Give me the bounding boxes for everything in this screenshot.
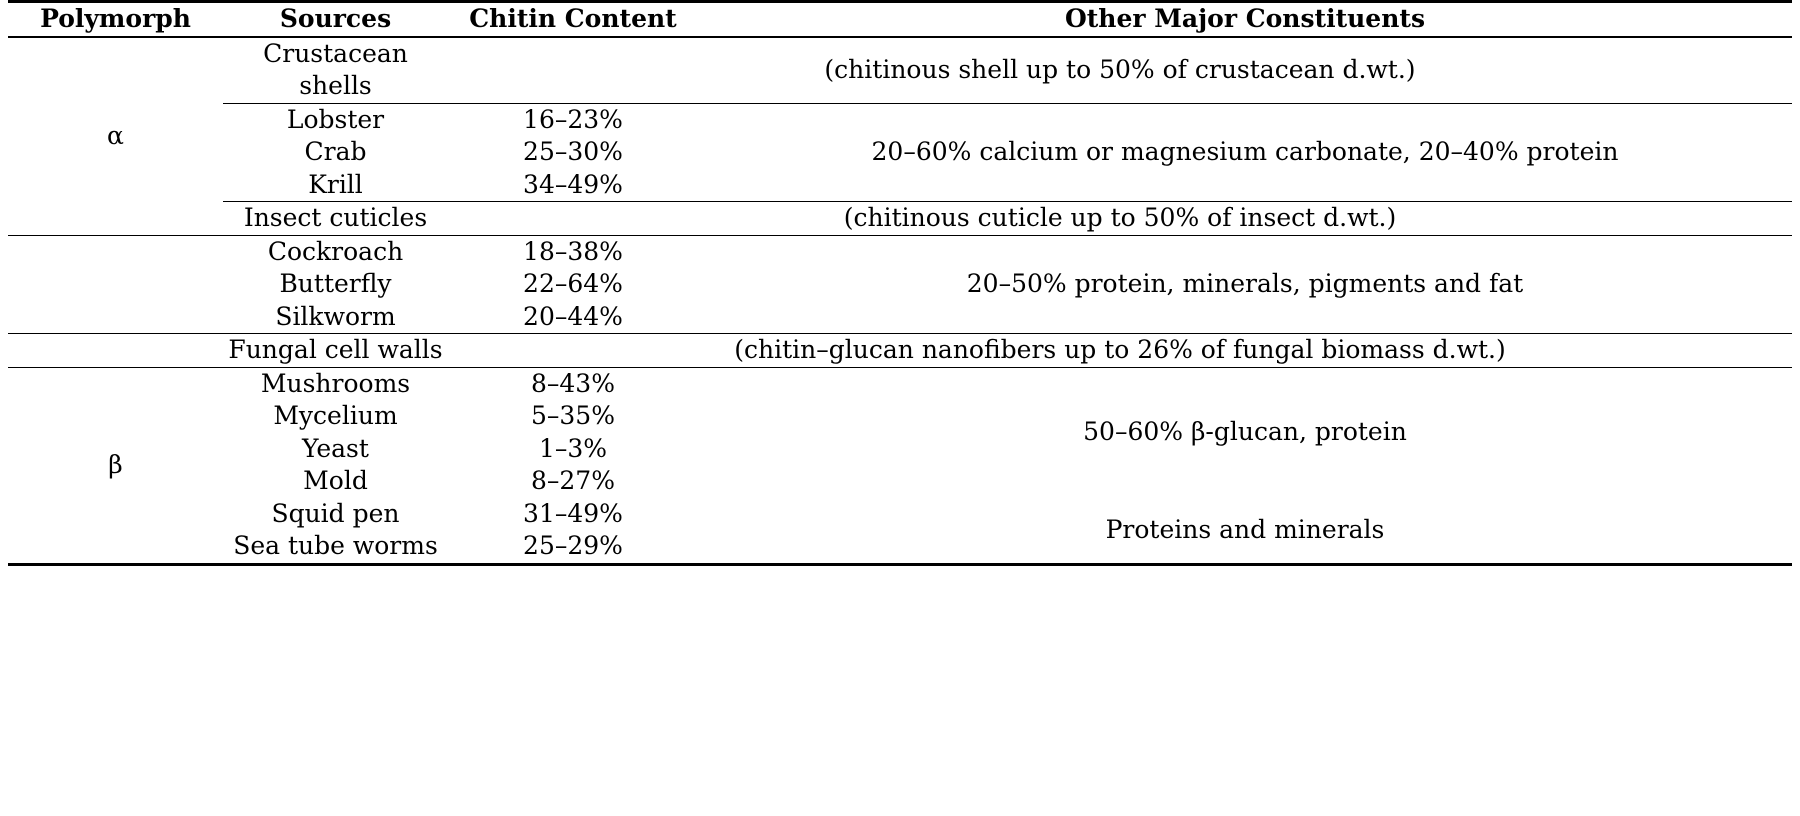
chitin-sources-table [8,0,1792,566]
band-note-fungal: (chitin–glucan nanofibers up to 26% of fungal biomass d.wt.) [734,335,1506,364]
chitin-content: 34–49% [523,169,623,199]
table-row [8,368,1792,401]
chitin-content: 25–30% [523,137,623,166]
band-source-insect: Insect cuticles [243,203,428,232]
source-name: Silkworm [275,301,396,331]
source-name: Mycelium [273,401,398,430]
polymorph-spacer-cell [8,236,223,334]
band-source-fungal: Fungal cell walls [228,335,443,364]
chitin-content: 16–23% [523,104,623,134]
chitin-content: 5–35% [531,401,615,430]
other-constituents-crustacean: 20–60% calcium or magnesium carbonate, 20–40% protein [871,137,1619,166]
chitin-content: 22–64% [523,269,623,298]
table-body [8,37,1792,565]
source-name: Crab [304,137,367,166]
source-name: Cockroach [267,236,404,266]
source-name: Mold [303,466,368,495]
chitin-content: 8–43% [531,368,615,398]
other-constituents-insect: 20–50% protein, minerals, pigments and fat [966,269,1524,298]
source-name: Squid pen [271,498,400,528]
band-source-crustacean: Crustacean shells [263,38,408,100]
chitin-content: 18–38% [523,236,623,266]
other-constituents-worms: Proteins and minerals [1105,514,1385,544]
source-name: Krill [308,169,363,199]
polymorph-alpha-cell: α [107,120,124,150]
table-row [8,37,1792,104]
chitin-content: 31–49% [523,498,623,528]
column-header-sources: Sources [279,4,392,33]
chitin-content: 1–3% [538,433,608,463]
table-row [8,202,1792,235]
chitin-content: 20–44% [523,301,623,331]
table-row [8,236,1792,269]
table-header-row [8,2,1792,37]
source-name: Yeast [302,433,369,463]
band-note-insect: (chitinous cuticle up to 50% of insect d.wt.) [843,203,1397,232]
column-header-chitin-content: Chitin Content [469,4,677,33]
table-header [8,2,1792,37]
column-header-other-constituents: Other Major Constituents [1064,4,1426,33]
other-constituents-fungal: 50–60% β-glucan, protein [1083,417,1407,447]
band-note-crustacean: (chitinous shell up to 50% of crustacean d.wt.) [824,54,1416,84]
column-header-polymorph: Polymorph [40,4,191,33]
chitin-content: 25–29% [523,531,623,560]
polymorph-beta-cell: β [108,449,123,479]
table-row [8,498,1792,531]
table-row [8,334,1792,367]
polymorph-spacer-cell [8,334,223,367]
source-name: Lobster [286,104,385,134]
table-row [8,104,1792,137]
chitin-content: 8–27% [531,466,615,495]
source-name: Sea tube worms [233,531,438,560]
source-name: Butterfly [279,269,392,298]
source-name: Mushrooms [260,368,411,398]
